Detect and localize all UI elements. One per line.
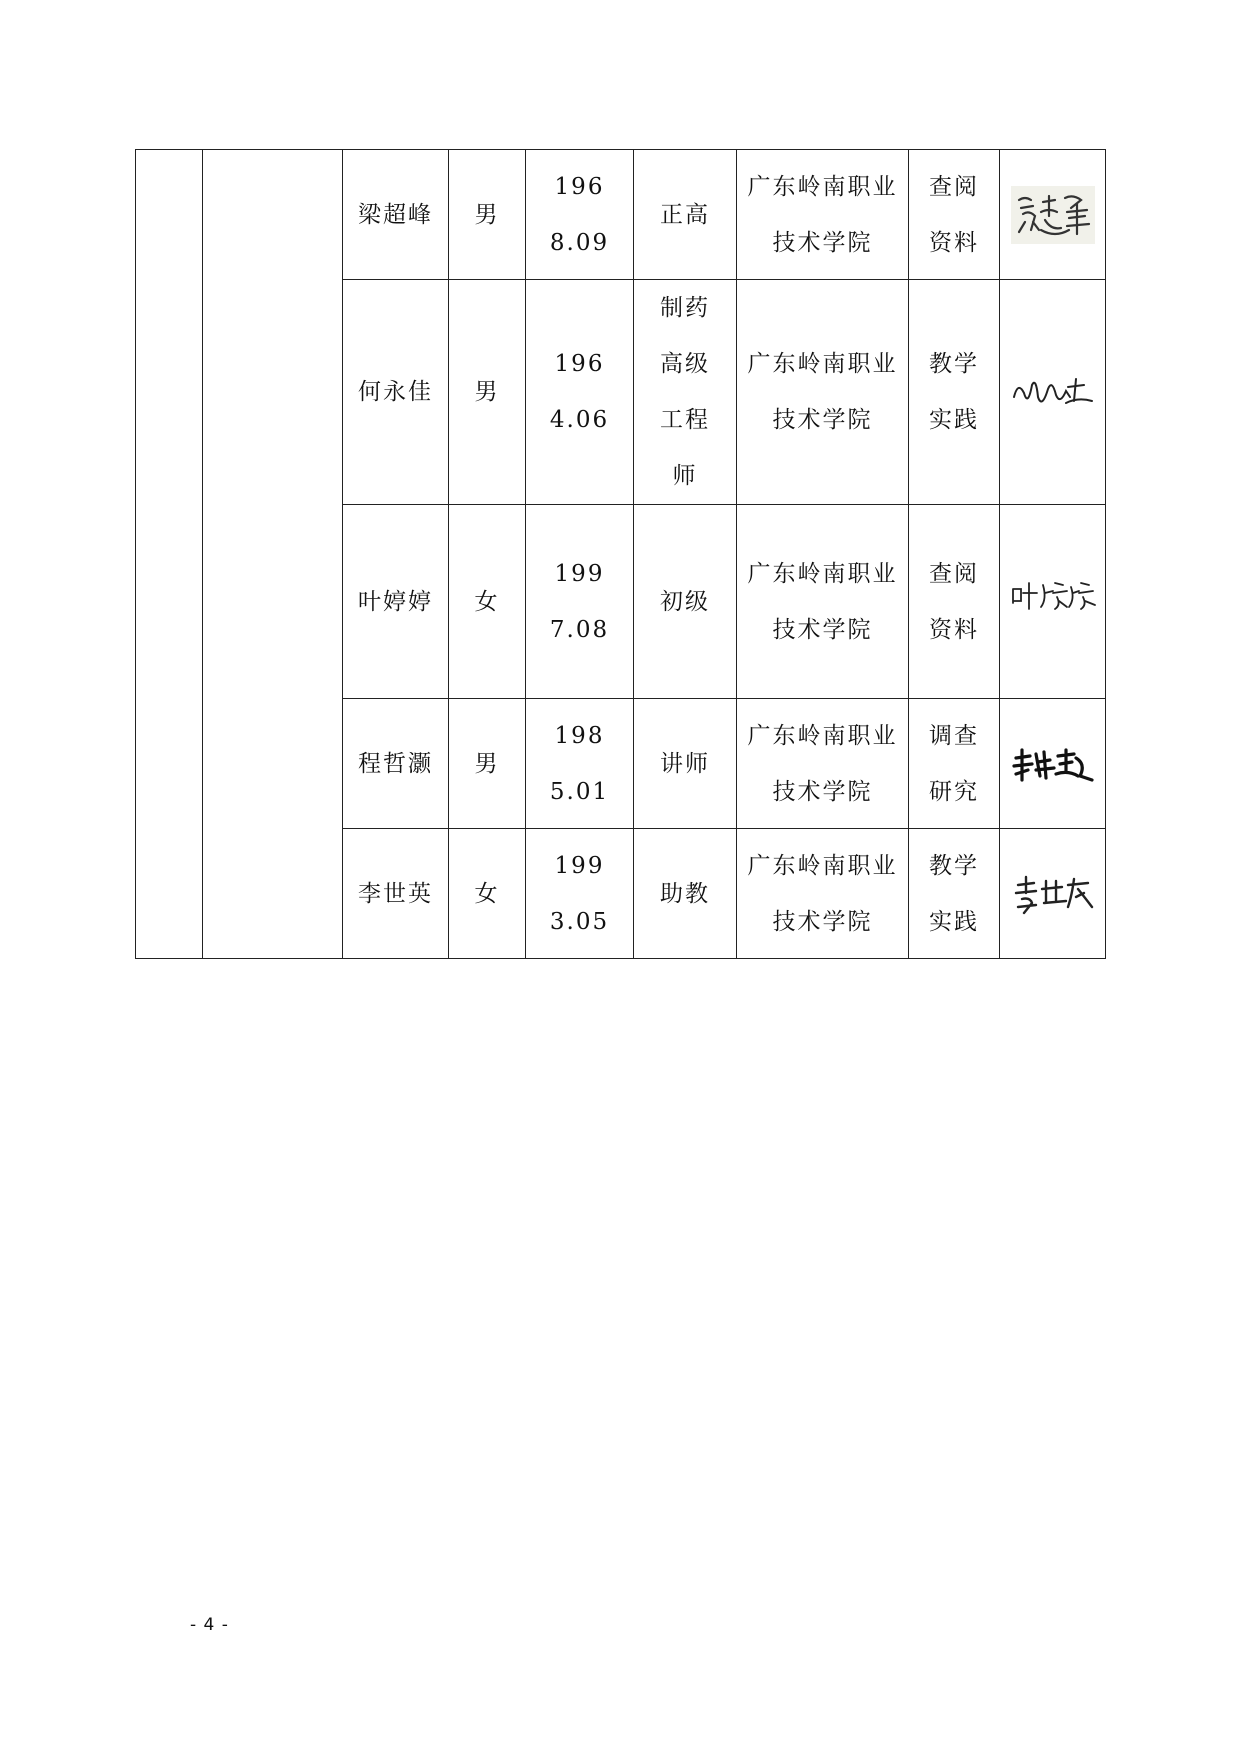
gender-cell: 女 <box>449 505 526 699</box>
name-cell: 叶婷婷 <box>343 505 449 699</box>
birth-cell: 1993.05 <box>526 829 634 959</box>
handwritten-signature <box>1007 575 1099 615</box>
duty-cell: 教学实践 <box>909 829 1000 959</box>
birth-cell: 1968.09 <box>526 150 634 280</box>
birth-cell: 1964.06 <box>526 280 634 505</box>
index-column-cell <box>136 150 203 959</box>
name-cell: 程哲灏 <box>343 699 449 829</box>
duty-cell: 查阅资料 <box>909 150 1000 280</box>
title-cell: 初级 <box>634 505 737 699</box>
gender-cell: 女 <box>449 829 526 959</box>
member-table <box>135 149 1106 959</box>
name-cell: 李世英 <box>343 829 449 959</box>
unit-cell: 广东岭南职业技术学院 <box>737 505 909 699</box>
handwritten-signature <box>1010 742 1096 786</box>
unit-cell: 广东岭南职业技术学院 <box>737 699 909 829</box>
duty-cell: 调查研究 <box>909 699 1000 829</box>
signature-cell <box>1000 280 1106 505</box>
handwritten-signature <box>1011 186 1095 244</box>
signature-cell <box>1000 150 1106 280</box>
signature-cell <box>1000 699 1106 829</box>
gender-cell: 男 <box>449 150 526 280</box>
table-row <box>136 150 1106 280</box>
page-number: - 4 - <box>190 1615 229 1635</box>
gender-cell: 男 <box>449 280 526 505</box>
signature-cell <box>1000 829 1106 959</box>
unit-cell: 广东岭南职业技术学院 <box>737 150 909 280</box>
title-cell: 讲师 <box>634 699 737 829</box>
name-cell: 何永佳 <box>343 280 449 505</box>
handwritten-signature <box>1008 367 1098 417</box>
birth-cell: 1997.08 <box>526 505 634 699</box>
signature-cell <box>1000 505 1106 699</box>
title-cell: 助教 <box>634 829 737 959</box>
title-cell: 正高 <box>634 150 737 280</box>
unit-cell: 广东岭南职业技术学院 <box>737 829 909 959</box>
handwritten-signature <box>1010 871 1096 917</box>
name-cell: 梁超峰 <box>343 150 449 280</box>
title-cell: 制药高级工程师 <box>634 280 737 505</box>
duty-cell: 教学实践 <box>909 280 1000 505</box>
birth-cell: 1985.01 <box>526 699 634 829</box>
duty-cell: 查阅资料 <box>909 505 1000 699</box>
group-column-cell <box>203 150 343 959</box>
gender-cell: 男 <box>449 699 526 829</box>
unit-cell: 广东岭南职业技术学院 <box>737 280 909 505</box>
